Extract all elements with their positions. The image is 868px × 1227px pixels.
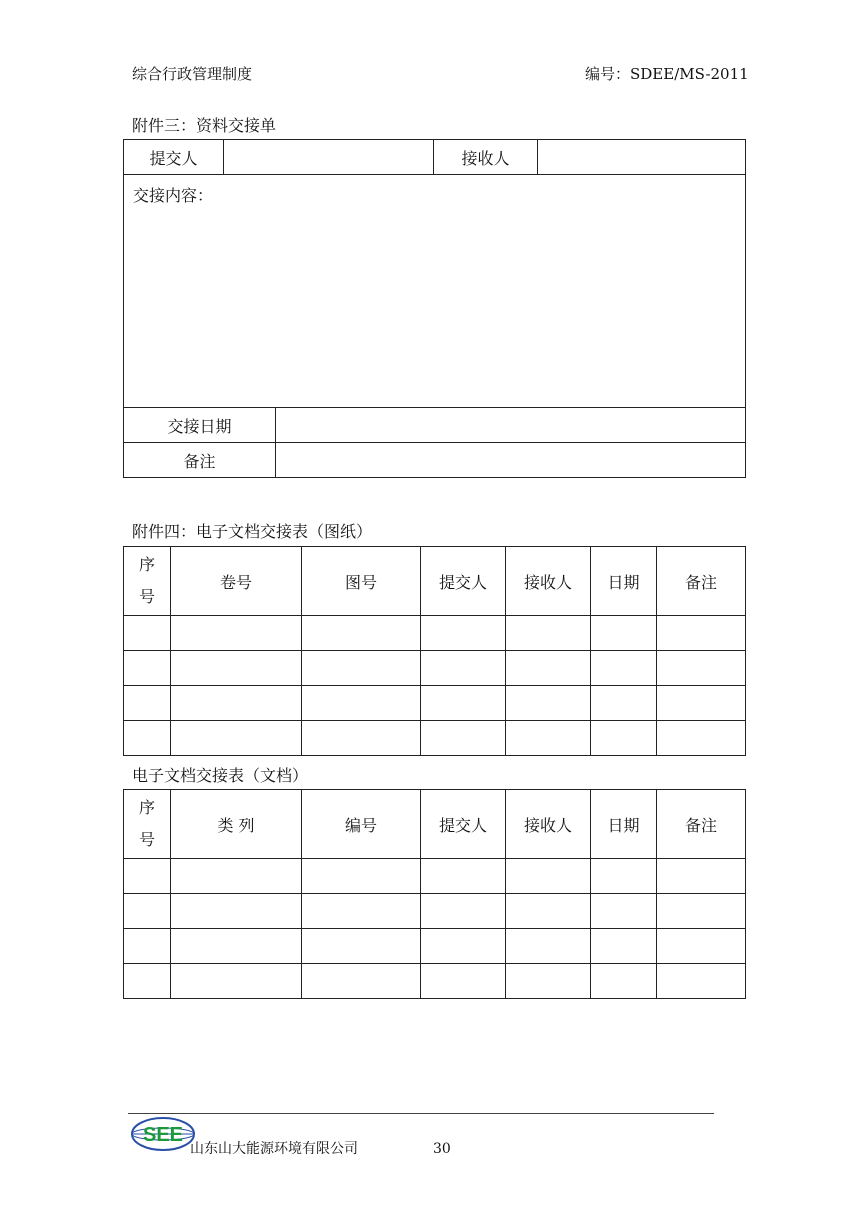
submitter-header: 提交人 bbox=[421, 547, 506, 616]
date-header: 日期 bbox=[591, 790, 657, 859]
svg-text:SEE: SEE bbox=[142, 1124, 184, 1146]
table-row bbox=[124, 894, 746, 929]
footer-divider bbox=[128, 1113, 714, 1114]
table-row bbox=[124, 651, 746, 686]
handover-content-label: 交接内容： bbox=[133, 186, 214, 205]
table-row bbox=[124, 964, 746, 999]
table-row bbox=[124, 686, 746, 721]
table-row bbox=[124, 721, 746, 756]
appendix4-title: 附件四：电子文档交接表（图纸） bbox=[132, 522, 373, 541]
receiver-label: 接收人 bbox=[434, 140, 538, 175]
remark-label: 备注 bbox=[124, 443, 276, 478]
remark-header: 备注 bbox=[657, 790, 746, 859]
remark-header: 备注 bbox=[657, 547, 746, 616]
receiver-header: 接收人 bbox=[506, 547, 591, 616]
remark-value bbox=[276, 443, 746, 478]
date-header: 日期 bbox=[591, 547, 657, 616]
category-header: 类 列 bbox=[171, 790, 302, 859]
receiver-header: 接收人 bbox=[506, 790, 591, 859]
submitter-label: 提交人 bbox=[124, 140, 224, 175]
volume-no-header: 卷号 bbox=[171, 547, 302, 616]
document-handover-table bbox=[123, 789, 746, 999]
doc-table-title: 电子文档交接表（文档） bbox=[132, 766, 309, 785]
submitter-header: 提交人 bbox=[421, 790, 506, 859]
header-right: 编号：SDEE/MS-2011 bbox=[585, 65, 749, 83]
appendix3-title: 附件三：资料交接单 bbox=[132, 116, 277, 135]
footer-company: 山东山大能源环境有限公司 bbox=[190, 1141, 358, 1157]
handover-form-table bbox=[123, 139, 746, 478]
header-left: 综合行政管理制度 bbox=[132, 65, 253, 83]
table-row bbox=[124, 616, 746, 651]
seq-header: 序 号 bbox=[124, 790, 171, 859]
drawing-handover-table bbox=[123, 546, 746, 756]
seq-header: 序 号 bbox=[124, 547, 171, 616]
company-logo bbox=[130, 1116, 196, 1152]
handover-content-cell bbox=[124, 175, 746, 408]
receiver-value bbox=[538, 140, 746, 175]
submitter-value bbox=[224, 140, 434, 175]
handover-date-value bbox=[276, 408, 746, 443]
table-row bbox=[124, 859, 746, 894]
handover-date-label: 交接日期 bbox=[124, 408, 276, 443]
page-number: 30 bbox=[433, 1141, 451, 1157]
number-header: 编号 bbox=[302, 790, 421, 859]
drawing-no-header: 图号 bbox=[302, 547, 421, 616]
table-row bbox=[124, 929, 746, 964]
